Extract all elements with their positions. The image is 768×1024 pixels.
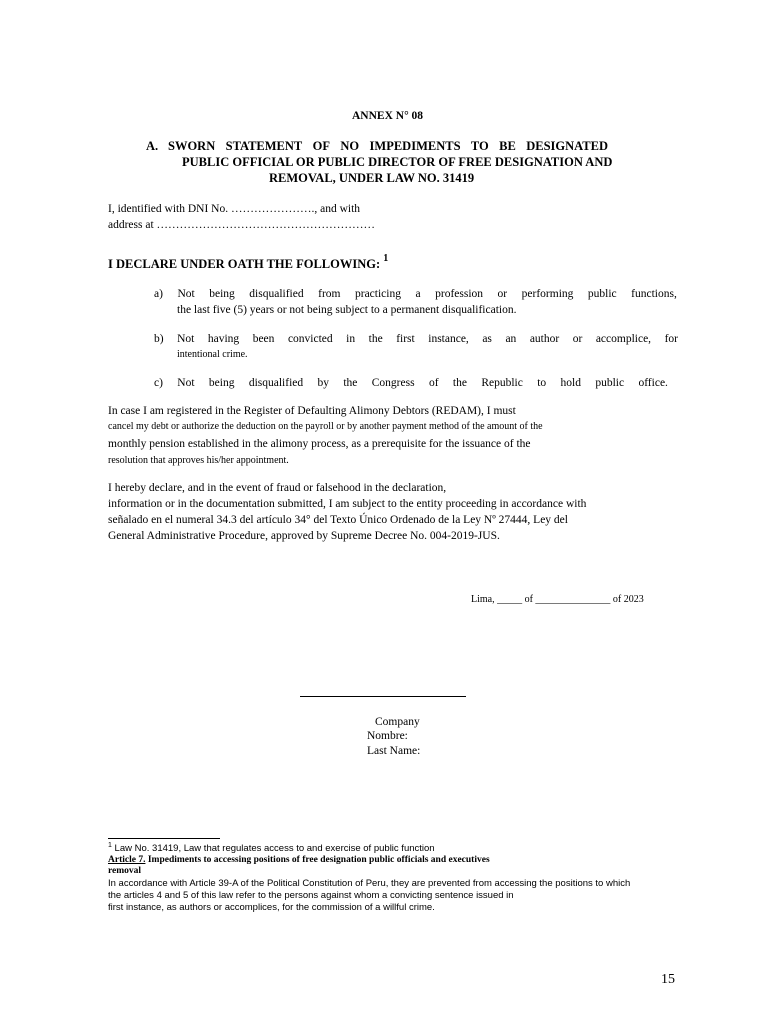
declaration-heading xyxy=(108,255,388,272)
word: Republic xyxy=(481,377,523,389)
identity-line-1: I, identified with DNI No. …………………., and with xyxy=(108,203,361,215)
word: functions, xyxy=(631,288,677,300)
identity-line-2: address at ………………………………………………… xyxy=(108,219,376,231)
item-a-line-1 xyxy=(154,288,677,300)
word: Not xyxy=(177,377,195,389)
word: the xyxy=(452,377,467,389)
footnote-article-heading xyxy=(108,855,490,865)
word: for xyxy=(664,333,678,345)
heading-line-1 xyxy=(168,139,608,154)
page-number: 15 xyxy=(661,972,675,987)
word: NO xyxy=(340,139,360,153)
word: DESIGNATED xyxy=(526,139,608,153)
item-a-line-2: the last five (5) years or not being subject to a permanent disqualification. xyxy=(177,304,517,316)
word: an xyxy=(505,333,517,345)
word: from xyxy=(318,288,341,300)
word: office. xyxy=(638,377,668,389)
word: Congress xyxy=(371,377,415,389)
word: by xyxy=(317,377,329,389)
word: hold xyxy=(560,377,581,389)
word: first xyxy=(396,333,415,345)
heading-marker: A. xyxy=(146,139,159,153)
word: author xyxy=(529,333,560,345)
word: TO xyxy=(470,139,489,153)
declaration-text: I DECLARE UNDER OATH THE FOLLOWING: xyxy=(108,257,381,272)
word: Not xyxy=(177,333,195,345)
signature-company: Company xyxy=(375,716,420,728)
heading-line-2: PUBLIC OFFICIAL OR PUBLIC DIRECTOR OF FREE DESIGNATION AND xyxy=(182,155,613,169)
word: instance, xyxy=(428,333,469,345)
item-b-line-1 xyxy=(154,333,678,345)
item-c-line-1 xyxy=(154,377,668,389)
heading-line-3: REMOVAL, UNDER LAW NO. 31419 xyxy=(269,171,475,185)
footnote-article-prefix: Article 7. xyxy=(108,855,146,865)
word: performing xyxy=(521,288,574,300)
redam-line-3: monthly pension established in the alimony process, as a prerequisite for the issuance of the xyxy=(108,438,531,450)
word: IMPEDIMENTS xyxy=(369,139,461,153)
word: a) xyxy=(154,288,163,300)
fraud-line-1: I hereby declare, and in the event of fraud or falsehood in the declaration, xyxy=(108,482,447,494)
word: convicted xyxy=(287,333,333,345)
word: public xyxy=(587,288,617,300)
word: been xyxy=(252,333,275,345)
word: disqualified xyxy=(249,288,304,300)
word: in xyxy=(346,333,356,345)
word: Not xyxy=(177,288,195,300)
word: being xyxy=(209,288,235,300)
word: of xyxy=(428,377,439,389)
word: b) xyxy=(154,333,164,345)
redam-line-1: In case I am registered in the Register of Defaulting Alimony Debtors (REDAM), I must xyxy=(108,405,516,417)
word: or xyxy=(572,333,583,345)
fraud-line-4: General Administrative Procedure, approved by Supreme Decree No. 004-2019-JUS. xyxy=(108,530,500,542)
word: SWORN xyxy=(168,139,216,153)
footnote-article-title: Impediments to accessing positions of free designation public officials and executives xyxy=(145,855,490,865)
word: practicing xyxy=(354,288,401,300)
word: profession xyxy=(435,288,484,300)
word: the xyxy=(343,377,358,389)
footnote-body-line-1: In accordance with Article 39-A of the Political Constitution of Peru, they are prevented from accessing the positions to which xyxy=(108,878,631,889)
fraud-line-3: señalado en el numeral 34.3 del artículo 34° del Texto Único Ordenado de la Ley Nº 27444, Ley del xyxy=(108,514,568,526)
fraud-line-2: information or in the documentation submitted, I am subject to the entity proceeding in accordance with xyxy=(108,498,587,510)
redam-line-4: resolution that approves his/her appointment. xyxy=(108,455,289,466)
word: c) xyxy=(154,377,163,389)
word: accomplice, xyxy=(595,333,652,345)
word: the xyxy=(368,333,383,345)
footnote-number: 1 xyxy=(108,842,112,849)
word: STATEMENT xyxy=(225,139,303,153)
signature-last-name: Last Name: xyxy=(367,745,421,757)
word: or xyxy=(497,288,508,300)
footnote-body-line-2: the articles 4 and 5 of this law refer to the persons against whom a convicting sentence issued in xyxy=(108,890,514,901)
footnote-law-text: Law No. 31419, Law that regulates access to and exercise of public function xyxy=(114,843,435,855)
word: public xyxy=(595,377,625,389)
item-b-line-2: intentional crime. xyxy=(177,349,248,360)
word: having xyxy=(207,333,240,345)
word: a xyxy=(415,288,421,300)
footnote-reference: 1 xyxy=(383,253,389,264)
word: as xyxy=(482,333,492,345)
date-line: Lima, _____ of _______________ of 2023 xyxy=(471,594,644,605)
word: being xyxy=(208,377,235,389)
word: BE xyxy=(499,139,516,153)
word: disqualified xyxy=(248,377,304,389)
redam-line-2: cancel my debt or authorize the deduction on the payroll or by another payment method of the amount of the xyxy=(108,421,543,432)
signature-name: Nombre: xyxy=(367,730,408,742)
annex-title: ANNEX N° 08 xyxy=(352,110,424,122)
signature-line xyxy=(300,696,466,697)
word: OF xyxy=(312,139,331,153)
word: to xyxy=(537,377,547,389)
footnote-article-line-2: removal xyxy=(108,866,142,876)
footnote-line-1 xyxy=(108,842,435,854)
footnote-body-line-3: first instance, as authors or accomplices, for the commission of a willful crime. xyxy=(108,902,435,913)
footnote-separator xyxy=(108,838,220,839)
